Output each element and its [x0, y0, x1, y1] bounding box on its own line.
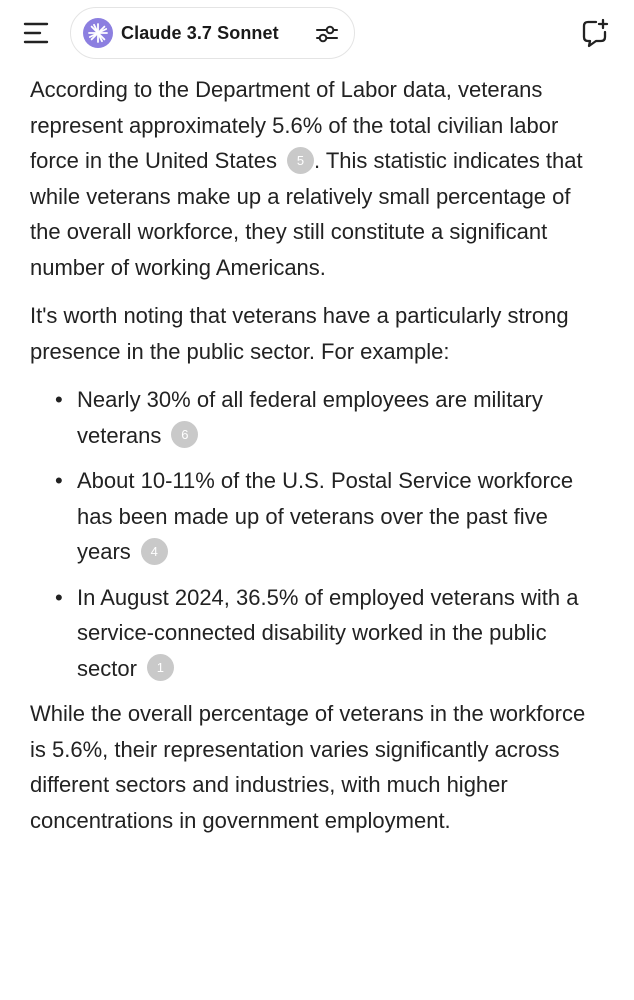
- list-item-text: Nearly 30% of all federal employees are military veterans: [77, 387, 543, 448]
- model-selector[interactable]: [70, 7, 355, 59]
- list-item-text: In August 2024, 36.5% of employed veterans with a service-connected disability worked in the public sector: [77, 584, 579, 681]
- list-item: [30, 463, 590, 570]
- sliders-icon[interactable]: [314, 21, 340, 47]
- claude-sparkle-icon: [83, 18, 113, 48]
- bullet-list: [30, 382, 590, 686]
- assistant-message: [30, 72, 590, 851]
- model-name: Claude 3.7 Sonnet: [121, 22, 279, 43]
- list-item-text: About 10-11% of the U.S. Postal Service workforce has been made up of veterans over the past five years: [77, 468, 574, 564]
- list-item: [30, 382, 590, 453]
- paragraph-text: It's worth noting that veterans have a particularly strong presence in the public sector. For example:: [30, 303, 569, 364]
- list-item: [30, 580, 590, 687]
- message-paragraph: [30, 72, 590, 285]
- citation-badge[interactable]: 6: [171, 421, 198, 448]
- citation-badge[interactable]: 4: [141, 538, 168, 565]
- message-paragraph: [30, 696, 590, 838]
- paragraph-text: While the overall percentage of veterans in the workforce is 5.6%, their representation varies significantly across different sectors and industries, with much higher concentrations in government employment.: [30, 701, 586, 833]
- new-chat-icon[interactable]: [580, 18, 610, 48]
- message-paragraph: [30, 298, 590, 369]
- hamburger-icon[interactable]: [22, 20, 52, 46]
- citation-badge[interactable]: 5: [287, 147, 314, 174]
- paragraph-text: . This statistic indicates that while veterans make up a relatively small percentage of the overall workforce, they still constitute a significant number of working Americans.: [30, 148, 583, 280]
- top-bar: [0, 0, 634, 66]
- paragraph-text: According to the Department of Labor data, veterans represent approximately 5.6% of the total civilian labor force in the United States: [30, 77, 559, 173]
- citation-badge[interactable]: 1: [147, 654, 174, 681]
